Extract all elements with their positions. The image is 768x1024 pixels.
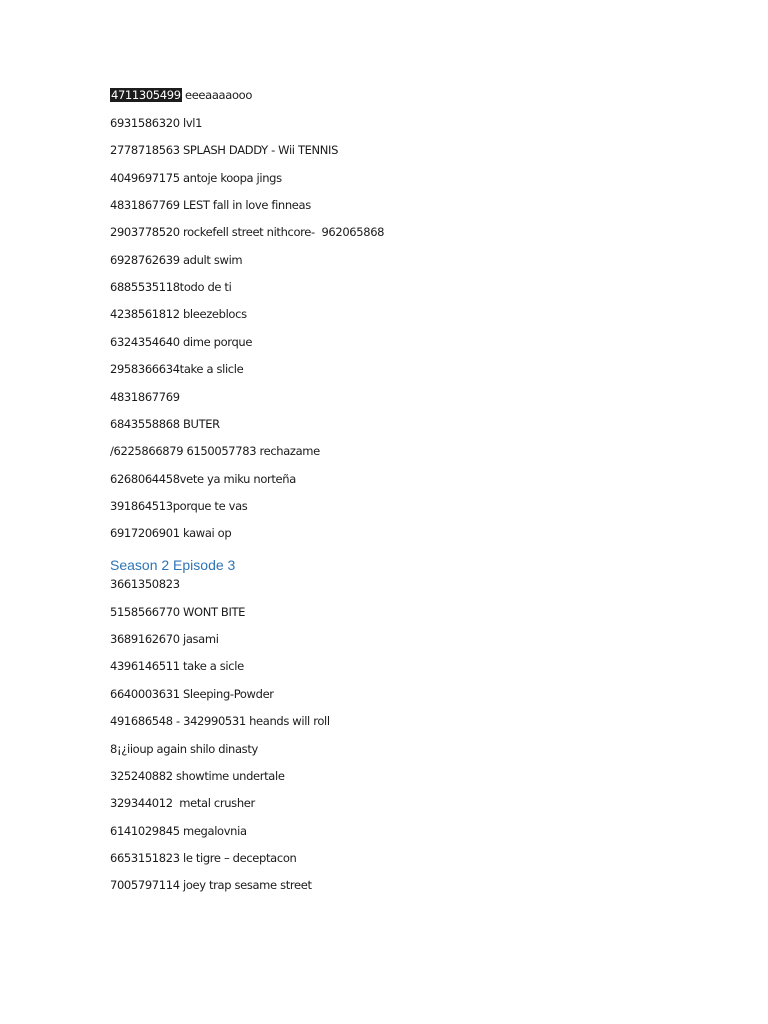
list-item: 325240882 showtime undertale bbox=[110, 769, 285, 783]
list-item: 2958366634take a slicle bbox=[110, 362, 244, 376]
list-item: 6141029845 megalovnia bbox=[110, 824, 247, 838]
list-item: 5158566770 WONT BITE bbox=[110, 605, 246, 619]
list-item: 6324354640 dime porque bbox=[110, 335, 253, 349]
list-item: 3689162670 jasami bbox=[110, 632, 219, 646]
list-item: 4831867769 bbox=[110, 390, 180, 404]
list-item: 8¡¿iioup again shilo dinasty bbox=[110, 742, 258, 756]
highlighted-text: 4711305499 bbox=[111, 88, 181, 102]
list-item: 4396146511 take a sicle bbox=[110, 659, 244, 673]
list-item-text: eeeaaaaooo bbox=[181, 88, 252, 102]
list-item: 6885535118todo de ti bbox=[110, 280, 232, 294]
list-item: 6843558868 BUTER bbox=[110, 417, 220, 431]
list-item: 6931586320 lvl1 bbox=[110, 116, 203, 130]
list-item: 6928762639 adult swim bbox=[110, 253, 243, 267]
list-item: 2903778520 rockefell street nithcore- 962065868 bbox=[110, 225, 385, 239]
list-item: 391864513porque te vas bbox=[110, 499, 248, 513]
list-item: 6653151823 le tigre – deceptacon bbox=[110, 851, 297, 865]
list-item: 4831867769 LEST fall in love finneas bbox=[110, 198, 311, 212]
list-item: 3661350823 bbox=[110, 577, 180, 591]
list-item: 6268064458vete ya miku norteña bbox=[110, 472, 296, 486]
list-item: 329344012 metal crusher bbox=[110, 796, 255, 810]
list-item: 491686548 - 342990531 heands will roll bbox=[110, 714, 330, 728]
list-item: 6640003631 Sleeping-Powder bbox=[110, 687, 274, 701]
list-item: 4238561812 bleezeblocs bbox=[110, 307, 247, 321]
list-item: 4049697175 antoje koopa jings bbox=[110, 171, 282, 185]
list-item: 6917206901 kawai op bbox=[110, 526, 232, 540]
list-item: 7005797114 joey trap sesame street bbox=[110, 878, 312, 892]
list-item: /6225866879 6150057783 rechazame bbox=[110, 444, 320, 458]
list-item bbox=[110, 88, 252, 102]
list-item: 2778718563 SPLASH DADDY - Wii TENNIS bbox=[110, 143, 339, 157]
section-heading: Season 2 Episode 3 bbox=[110, 557, 236, 573]
